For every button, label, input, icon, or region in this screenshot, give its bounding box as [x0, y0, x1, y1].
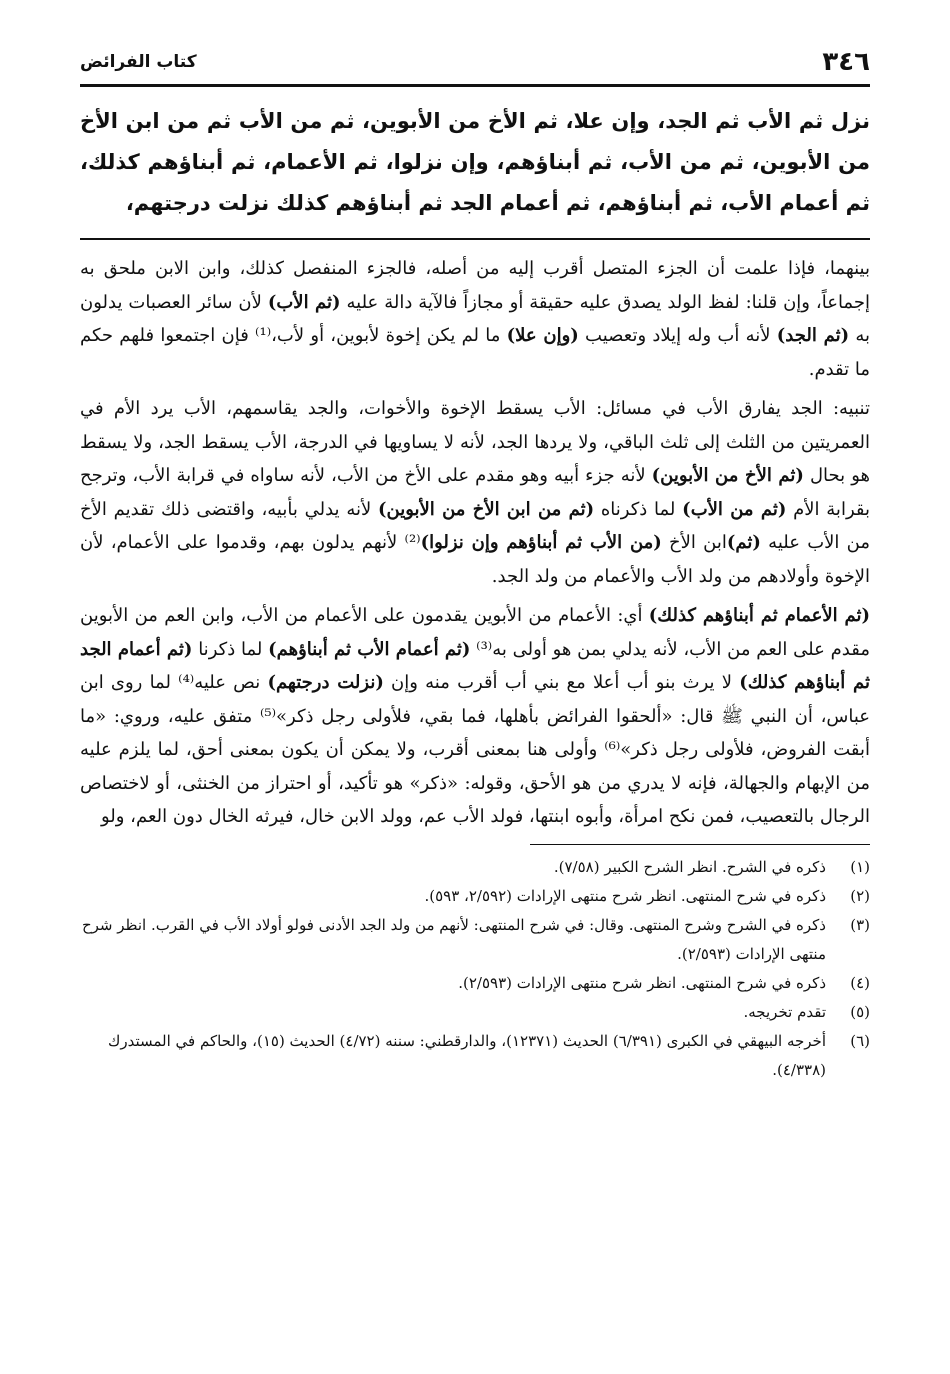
quoted-matn: (ثم)	[726, 532, 761, 553]
text-run: ⁽²⁾ لأنهم يدلون بهم، وقدموا على الأعمام، لأن الإخوة وأولادهم من ولد الأب والأعمام من ولد الجد.	[80, 532, 870, 587]
footnotes	[80, 853, 870, 1085]
separator-rule	[80, 238, 870, 240]
quoted-matn: (ثم أعمام الجد ثم أبناؤهم كذلك)	[80, 638, 870, 693]
text-run: لما ذكرنا	[192, 638, 269, 660]
footnote-text: ذكره في الشرح. انظر الشرح الكبير (٧/٥٨).	[553, 857, 826, 876]
footnote	[80, 853, 870, 882]
text-run: لأنه أب وله إيلاد وتعصيب	[578, 325, 777, 346]
footnote-text: أخرجه البيهقي في الكبرى (٦/٣٩١) الحديث (١٢٣٧١)، والدارقطني: سننه (٤/٧٢) الحديث (١٥)، والحاكم في المستدرك (٤/٣٣٨).	[107, 1031, 826, 1079]
text-run: أي: الأعمام من الأبوين يقدمون على الأعمام من الأب، وابن العم من الأبوين مقدم على العم من الأب، لأنه يدلي بمن هو أولى به⁽³⁾	[80, 605, 870, 660]
book-page	[80, 40, 870, 1085]
footnote-number: (٢)	[850, 886, 870, 905]
footnote	[80, 998, 870, 1027]
quoted-matn: (ثم الأخ من الأبوين)	[651, 465, 804, 486]
footnote-number: (٥)	[850, 1002, 870, 1021]
text-run: لأن سائر العصبات يدلون به	[80, 291, 871, 346]
quoted-matn: (ثم من ابن الأخ من الأبوين)	[378, 498, 595, 520]
footnote	[80, 969, 870, 998]
footnote-separator	[530, 844, 870, 845]
quoted-matn: (ثم من الأب)	[682, 498, 787, 520]
quoted-matn: (ثم الأب)	[267, 291, 341, 313]
footnote-text: ذكره في شرح المنتهى. انظر شرح منتهى الإرادات (٢/٥٩٣).	[458, 973, 826, 992]
quoted-matn: (من الأب ثم أبناؤهم وإن نزلوا)	[420, 532, 662, 553]
text-run: لما ذكرناه	[594, 498, 683, 520]
text-run: ابن الأخ	[661, 532, 727, 553]
footnote-text: تقدم تخريجه.	[743, 1002, 826, 1021]
text-run: نص عليه⁽⁴⁾ لما روى ابن عباس، أن النبي ﷺ قال: «ألحقوا الفرائض بأهلها، فما بقي، فلأولى رجل ذكر»⁽⁵⁾ متفق عليه، وروي: «ما أبقت الفروض، فلأولى رجل ذكر»⁽⁶⁾ وأولى هنا بمعنى أقرب، ولا يمكن أن يكون بمعنى أحق، لما يلزم عليه من الإبهام والجهالة، فإنه لا يدري من هو الأحق، وقوله: «ذكر» هو تأكيد، أو احتراز من الخنثى، أو لاختصاص الرجال بالتعصيب، فمن نكح امرأة، وأبوه ابنتها، فولد الأب عم، وولد الابن خال، فيرثه الخال دون العم، ولو	[80, 672, 871, 827]
matn-text: نزل ثم الأب ثم الجد، وإن علا، ثم الأخ من الأبوين، ثم من الأب ثم من ابن الأخ من الأبوين، ثم من الأب، ثم أبناؤهم، وإن نزلوا، ثم الأعمام، ثم أبناؤهم كذلك، ثم أعمام الأب، ثم أبناؤهم، ثم أعمام الجد ثم أبناؤهم كذلك نزلت درجتهم،	[80, 109, 870, 215]
book-title: كتاب الفرائض	[80, 52, 197, 72]
footnote	[80, 882, 870, 911]
quoted-matn: (نزلت درجتهم)	[267, 672, 384, 693]
text-run: لأنه جزء أبيه وهو مقدم على الأخ من الأب، لأنه ساواه في قرابة الأب، وترجح بقرابة الأم	[80, 465, 870, 520]
commentary-paragraph-2	[80, 392, 870, 593]
quoted-matn: (ثم الجد)	[776, 325, 850, 346]
commentary-paragraph-1	[80, 252, 870, 386]
footnote-text: ذكره في شرح المنتهى. انظر شرح منتهى الإرادات (٢/٥٩٢، ٥٩٣).	[424, 886, 826, 905]
page-number: ٣٤٦	[822, 47, 870, 77]
footnote-number: (٦)	[850, 1031, 870, 1050]
quoted-matn: (وإن علا)	[506, 325, 579, 346]
footnote-number: (٣)	[850, 915, 870, 934]
quoted-matn: (ثم أعمام الأب ثم أبناؤهم)	[268, 638, 471, 660]
commentary	[80, 252, 870, 834]
footnote-number: (٤)	[850, 973, 870, 992]
footnote	[80, 911, 870, 969]
text-run: لا يرث بنو أب أعلا مع بني أب أقرب منه وإن	[383, 672, 740, 693]
footnote-number: (١)	[850, 857, 870, 876]
commentary-paragraph-3	[80, 599, 870, 834]
footnote-text: ذكره في الشرح وشرح المنتهى. وقال: في شرح المنتهى: لأنهم من ولد الجد الأدنى فولو أولاد الأب في القرب. انظر شرح منتهى الإرادات (٢/٥٩٣).	[81, 915, 826, 963]
text-run: لأنه يدلي بأبيه، واقتضى ذلك تقديم الأخ من الأب عليه	[80, 498, 870, 553]
text-run: بينهما، فإذا علمت أن الجزء المتصل أقرب إليه من أصله، فالجزء المنفصل كذلك، وابن الابن ملحق به إجماعاً، وإن قلنا: لفظ الولد يصدق عليه حقيقة أو مجازاً فالآية دالة عليه	[80, 258, 870, 313]
running-head	[80, 40, 870, 87]
quoted-matn: (ثم الأعمام ثم أبناؤهم كذلك)	[648, 605, 870, 626]
footnote	[80, 1027, 870, 1085]
text-run: ما لم يكن إخوة لأبوين، أو لأب،⁽¹⁾ فإن اجتمعوا فلهم حكم ما تقدم.	[80, 325, 870, 380]
text-run: تنبيه: الجد يفارق الأب في مسائل: الأب يسقط الإخوة والأخوات، والجد يقاسمهم، الأب يرد الأم في العمريتين من الثلث إلى ثلث الباقي، ولا يردها الجد، لأنه لا يساويها في الدرجة، الأب يسقط الجد، ولا يسقط هو بحال	[80, 398, 870, 486]
